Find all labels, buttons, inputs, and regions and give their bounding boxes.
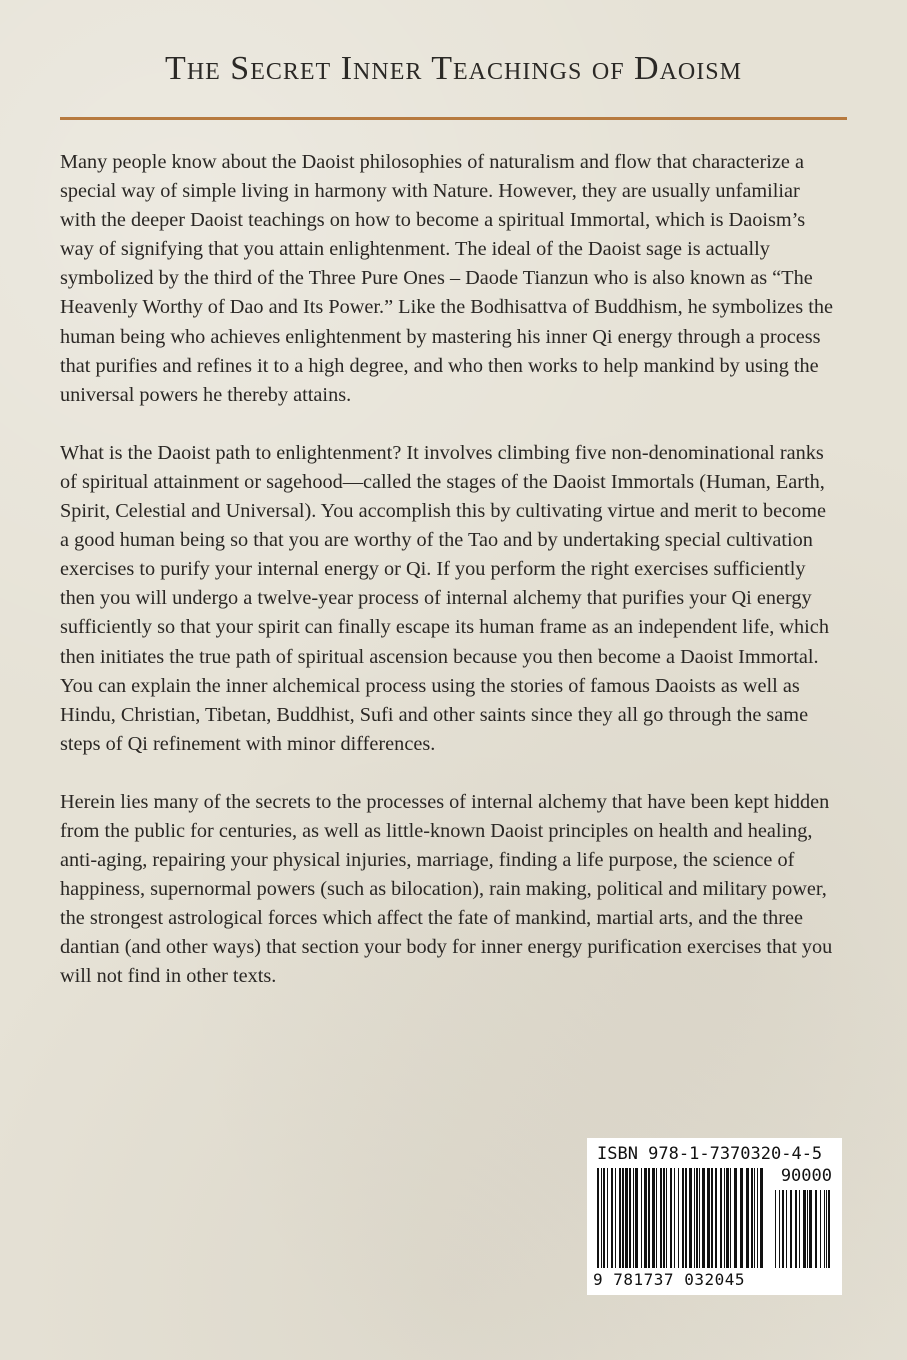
- barcode-bar: [720, 1168, 722, 1268]
- barcode-bar: [660, 1168, 662, 1268]
- barcode-bar: [625, 1168, 628, 1268]
- barcode-bar: [597, 1168, 599, 1268]
- addon-bar: [803, 1190, 806, 1268]
- barcode-bar: [652, 1168, 655, 1268]
- blurb-paragraph-2: What is the Daoist path to enlightenment? It involves climbing five non-denominational ranks of spiritual attainment or sagehood—called the stages of the Daoist Immortals (Human, Earth, Spirit, Celestial and Universal). You accomplish this by cultivating virtue and merit to become a good human being so that you are worthy of the Tao and by undertaking special cultivation exercises to purify your internal energy or Qi. If you perform the right exercises sufficiently then you will undergo a twelve-year process of internal alchemy that purifies your Qi energy sufficiently so that your spirit can finally escape its human frame as an independent life, which then initiates the true path of spiritual ascension because you then become a Daoist Immortal. You can explain the inner alchemical process using the stories of famous Daoists as well as Hindu, Christian, Tibetan, Buddhist, Sufi and other saints since they all go through the same steps of Qi refinement with minor differences.: [60, 441, 829, 755]
- barcode-bar: [666, 1168, 667, 1268]
- addon-bar: [807, 1190, 808, 1268]
- barcode-bar: [615, 1168, 616, 1268]
- barcode-bar: [702, 1168, 705, 1268]
- addon-bar: [826, 1190, 827, 1268]
- barcode-bar: [699, 1168, 700, 1268]
- blurb-paragraph-1: Many people know about the Daoist philosophies of naturalism and flow that characterize a special way of simple living in harmony with Nature. However, they are usually unfamiliar with the deeper Daoist teachings on how to become a spiritual Immortal, which is Daoism’s way of signifying that you attain enlightenment. The ideal of the Daoist sage is actually symbolized by the third of the Three Pure Ones – Daode Tianzun who is also known as “The Heavenly Worthy of Dao and Its Power.” Like the Bodhisattva of Buddhism, he symbolizes the human being who achieves enlightenment by mastering his inner Qi energy through a process that purifies and refines it to a high degree, and who then works to help mankind by using the universal powers he thereby attains.: [60, 151, 834, 406]
- barcode-bar: [715, 1168, 717, 1268]
- isbn-label: ISBN 978-1-7370320-4-5: [597, 1144, 823, 1164]
- barcode-bar: [760, 1168, 763, 1268]
- barcode-bar: [685, 1168, 687, 1268]
- barcode-bar: [607, 1168, 608, 1268]
- barcode-bar: [611, 1168, 613, 1268]
- addon-bar: [790, 1190, 792, 1268]
- barcode-bar: [644, 1168, 647, 1268]
- barcode-bar: [724, 1168, 725, 1268]
- addon-bar: [799, 1190, 800, 1268]
- barcode-bar: [730, 1168, 731, 1268]
- barcode-bar: [678, 1168, 679, 1268]
- price-code: 90000: [780, 1166, 832, 1186]
- barcode-bar: [757, 1168, 758, 1268]
- book-title: The Secret Inner Teachings of Daoism: [165, 50, 742, 87]
- addon-bar: [824, 1190, 825, 1268]
- barcode-bar: [641, 1168, 642, 1268]
- barcode-bar: [694, 1168, 695, 1268]
- addon-bar: [815, 1190, 817, 1268]
- barcode-bar: [746, 1168, 749, 1268]
- barcode-bar: [619, 1168, 621, 1268]
- barcode-bar: [696, 1168, 698, 1268]
- barcode-bar: [663, 1168, 665, 1268]
- title-divider: [60, 117, 847, 120]
- barcode-bar: [751, 1168, 753, 1268]
- addon-bar: [779, 1190, 780, 1268]
- addon-bar: [782, 1190, 784, 1268]
- blurb-text: [60, 148, 840, 1021]
- addon-bar: [786, 1190, 787, 1268]
- barcode-bar: [740, 1168, 743, 1268]
- addon-bar: [809, 1190, 812, 1268]
- barcode-bar: [674, 1168, 675, 1268]
- barcode-bar: [689, 1168, 692, 1268]
- barcode-bar: [648, 1168, 650, 1268]
- barcode-bar: [622, 1168, 624, 1268]
- barcode-bar: [711, 1168, 713, 1268]
- barcode-bar: [629, 1168, 631, 1268]
- barcode-bar: [601, 1168, 602, 1268]
- addon-bar: [828, 1190, 830, 1268]
- blurb-paragraph-3: Herein lies many of the secrets to the processes of internal alchemy that have been kept hidden from the public for centuries, as well as little-known Daoist principles on health and healing, anti-aging, repairing your physical injuries, marriage, finding a life purpose, the science of happiness, supernormal powers (such as bilocation), rain making, political and military power, the strongest astrological forces which affect the fate of mankind, martial arts, and the three dantian (and other ways) that section your body for inner energy purification exercises that you will not find in other texts.: [60, 790, 833, 988]
- addon-bar: [820, 1190, 821, 1268]
- barcode-bar: [633, 1168, 634, 1268]
- barcode-bar: [603, 1168, 605, 1268]
- isbn-barcode: [587, 1138, 842, 1295]
- barcode-bar: [670, 1168, 672, 1268]
- barcode-bar: [635, 1168, 638, 1268]
- barcode-digits: 9 781737 032045: [593, 1270, 745, 1289]
- addon-bar: [795, 1190, 797, 1268]
- barcode-bar: [754, 1168, 755, 1268]
- barcode-bar: [656, 1168, 657, 1268]
- barcode-bar: [726, 1168, 729, 1268]
- barcode-bar: [734, 1168, 737, 1268]
- barcode-bar: [682, 1168, 684, 1268]
- barcode-bar: [707, 1168, 710, 1268]
- addon-bar: [775, 1190, 776, 1268]
